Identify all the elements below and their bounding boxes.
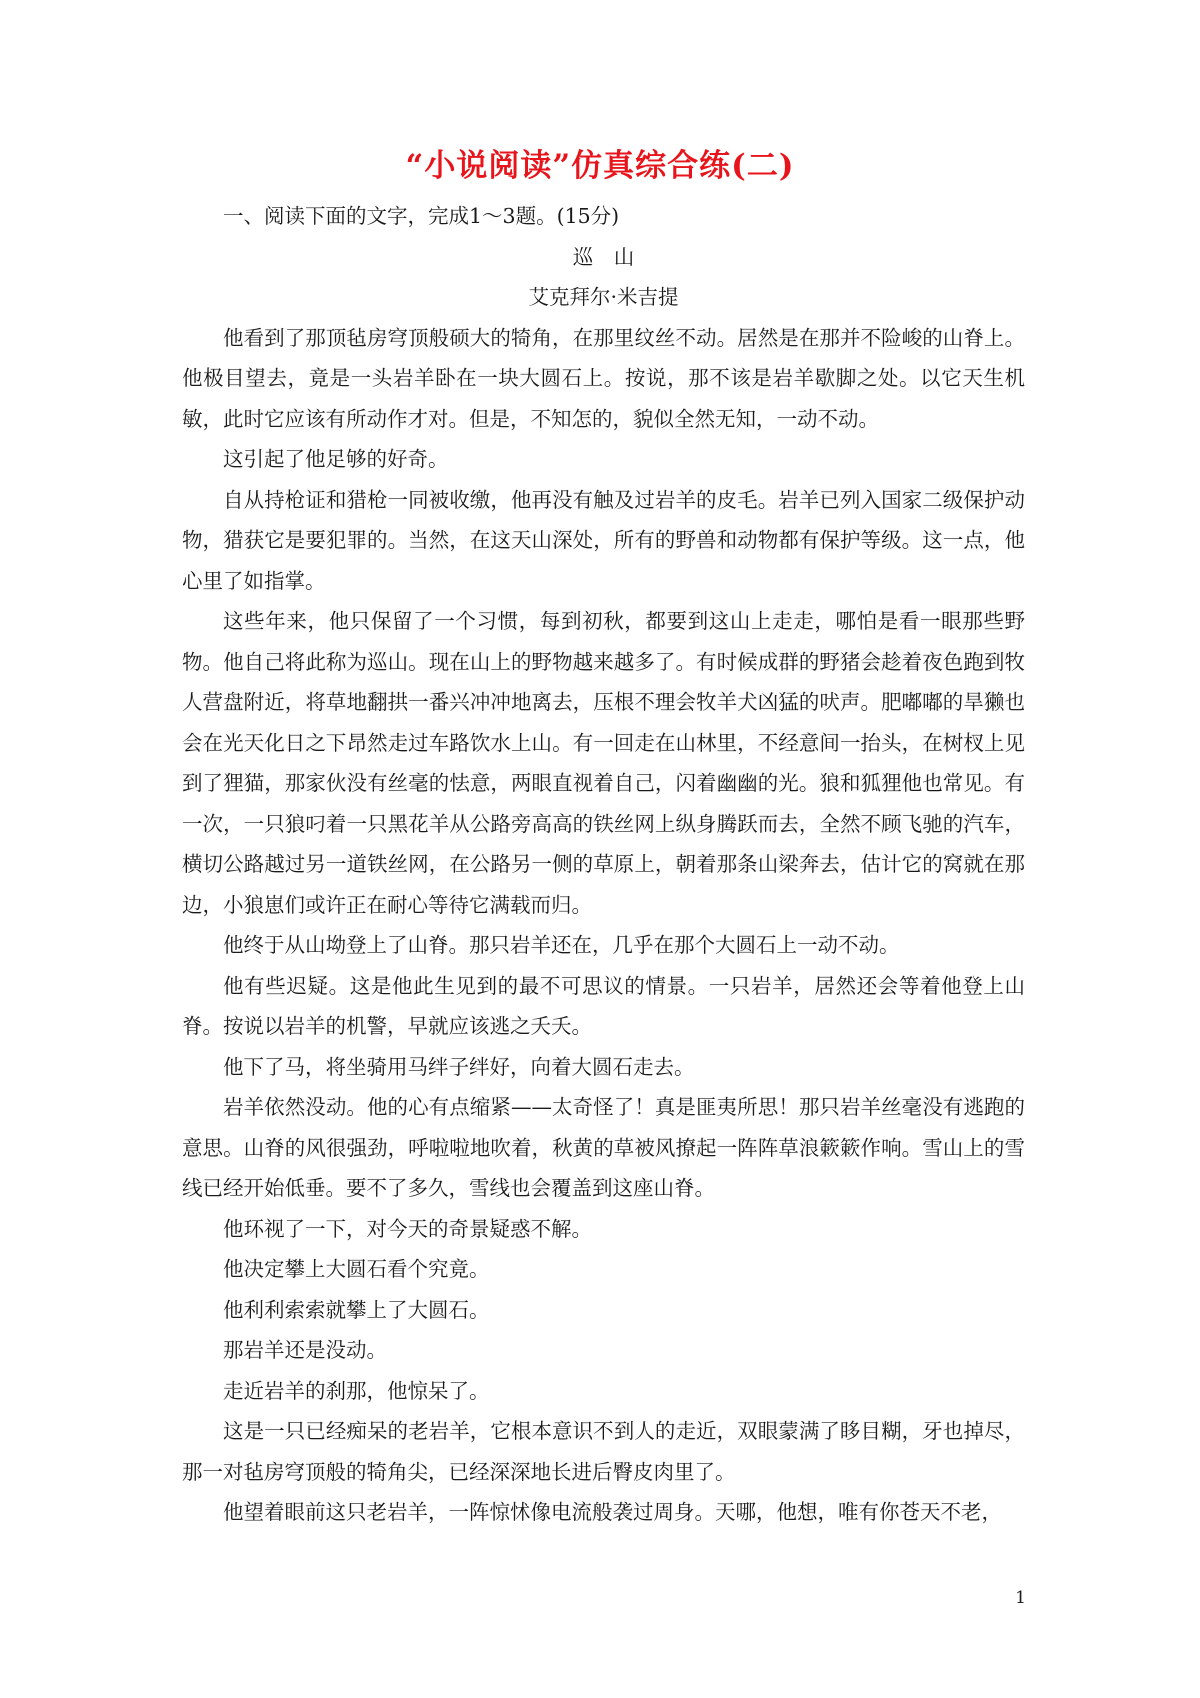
paragraph: 岩羊依然没动。他的心有点缩紧——太奇怪了！真是匪夷所思！那只岩羊丝毫没有逃跑的意思。山脊的风很强劲，呼啦啦地吹着，秋黄的草被风撩起一阵阵草浪簌簌作响。雪山上的雪线已经开始低垂。要不了多久，雪线也会覆盖到这座山脊。 [182,1095,1025,1200]
paragraph: 这些年来，他只保留了一个习惯，每到初秋，都要到这山上走走，哪怕是看一眼那些野物。他自己将此称为巡山。现在山上的野物越来越多了。有时候成群的野猪会趁着夜色跑到牧人营盘附近，将草地翻拱一番兴冲冲地离去，压根不理会牧羊犬凶猛的吠声。肥嘟嘟的旱獭也会在光天化日之下昂然走过车路饮水上山。有一回走在山林里，不经意间一抬头，在树杈上见到了狸猫，那家伙没有丝毫的怯意，两眼直视着自己，闪着幽幽的光。狼和狐狸他也常见。有一次，一只狼叼着一只黑花羊从公路旁高高的铁丝网上纵身腾跃而去，全然不顾飞驰的汽车，横切公路越过另一道铁丝网，在公路另一侧的草原上，朝着那条山梁奔去，估计它的窝就在那边，小狼崽们或许正在耐心等待它满载而归。 [182,609,1025,917]
paragraph: 他利利索索就攀上了大圆石。 [223,1297,490,1322]
paragraph: 他看到了那顶毡房穹顶般硕大的犄角，在那里纹丝不动。居然是在那并不险峻的山脊上。他极目望去，竟是一头岩羊卧在一块大圆石上。按说，那不该是岩羊歇脚之处。以它天生机敏，此时它应该有所动作才对。但是，不知怎的，貌似全然无知，一动不动。 [182,325,1025,431]
paragraph: 他望着眼前这只老岩羊，一阵惊怵像电流般袭过周身。天哪，他想，唯有你苍天不老， [223,1500,1002,1524]
page-number: 1 [1015,1588,1026,1608]
document-body [182,196,1025,1533]
paragraph: 自从持枪证和猎枪一同被收缴，他再没有触及过岩羊的皮毛。岩羊已列入国家二级保护动物，猎获它是要犯罪的。当然，在这天山深处，所有的野兽和动物都有保护等级。这一点，他心里了如指掌。 [182,487,1025,593]
story-author: 艾克拜尔·米吉提 [528,285,679,309]
paragraph: 他决定攀上大圆石看个究竟。 [223,1257,490,1281]
story-title: 巡 山 [572,244,635,269]
paragraph: 他下了马，将坐骑用马绊子绊好，向着大圆石走去。 [223,1054,695,1079]
paragraph: 这引起了他足够的好奇。 [223,447,449,471]
paragraph: 这是一只已经痴呆的老岩羊，它根本意识不到人的走近，双眼蒙满了眵目糊，牙也掉尽，那一对毡房穹顶般的犄角尖，已经深深地长进后臀皮肉里了。 [182,1419,1025,1484]
paragraph: 他终于从山坳登上了山脊。那只岩羊还在，几乎在那个大圆石上一动不动。 [223,933,900,957]
question-instruction: 一、阅读下面的文字，完成1～3题。(15分) [223,204,620,228]
page-title: “小说阅读”仿真综合练(二) [405,148,795,184]
paragraph: 他有些迟疑。这是他此生见到的最不可思议的情景。一只岩羊，居然还会等着他登上山脊。按说以岩羊的机警，早就应该逃之夭夭。 [182,973,1025,1038]
paragraph: 走近岩羊的刹那，他惊呆了。 [223,1378,490,1403]
paragraph: 他环视了一下，对今天的奇景疑惑不解。 [223,1216,592,1241]
paragraph: 那岩羊还是没动。 [223,1338,387,1362]
